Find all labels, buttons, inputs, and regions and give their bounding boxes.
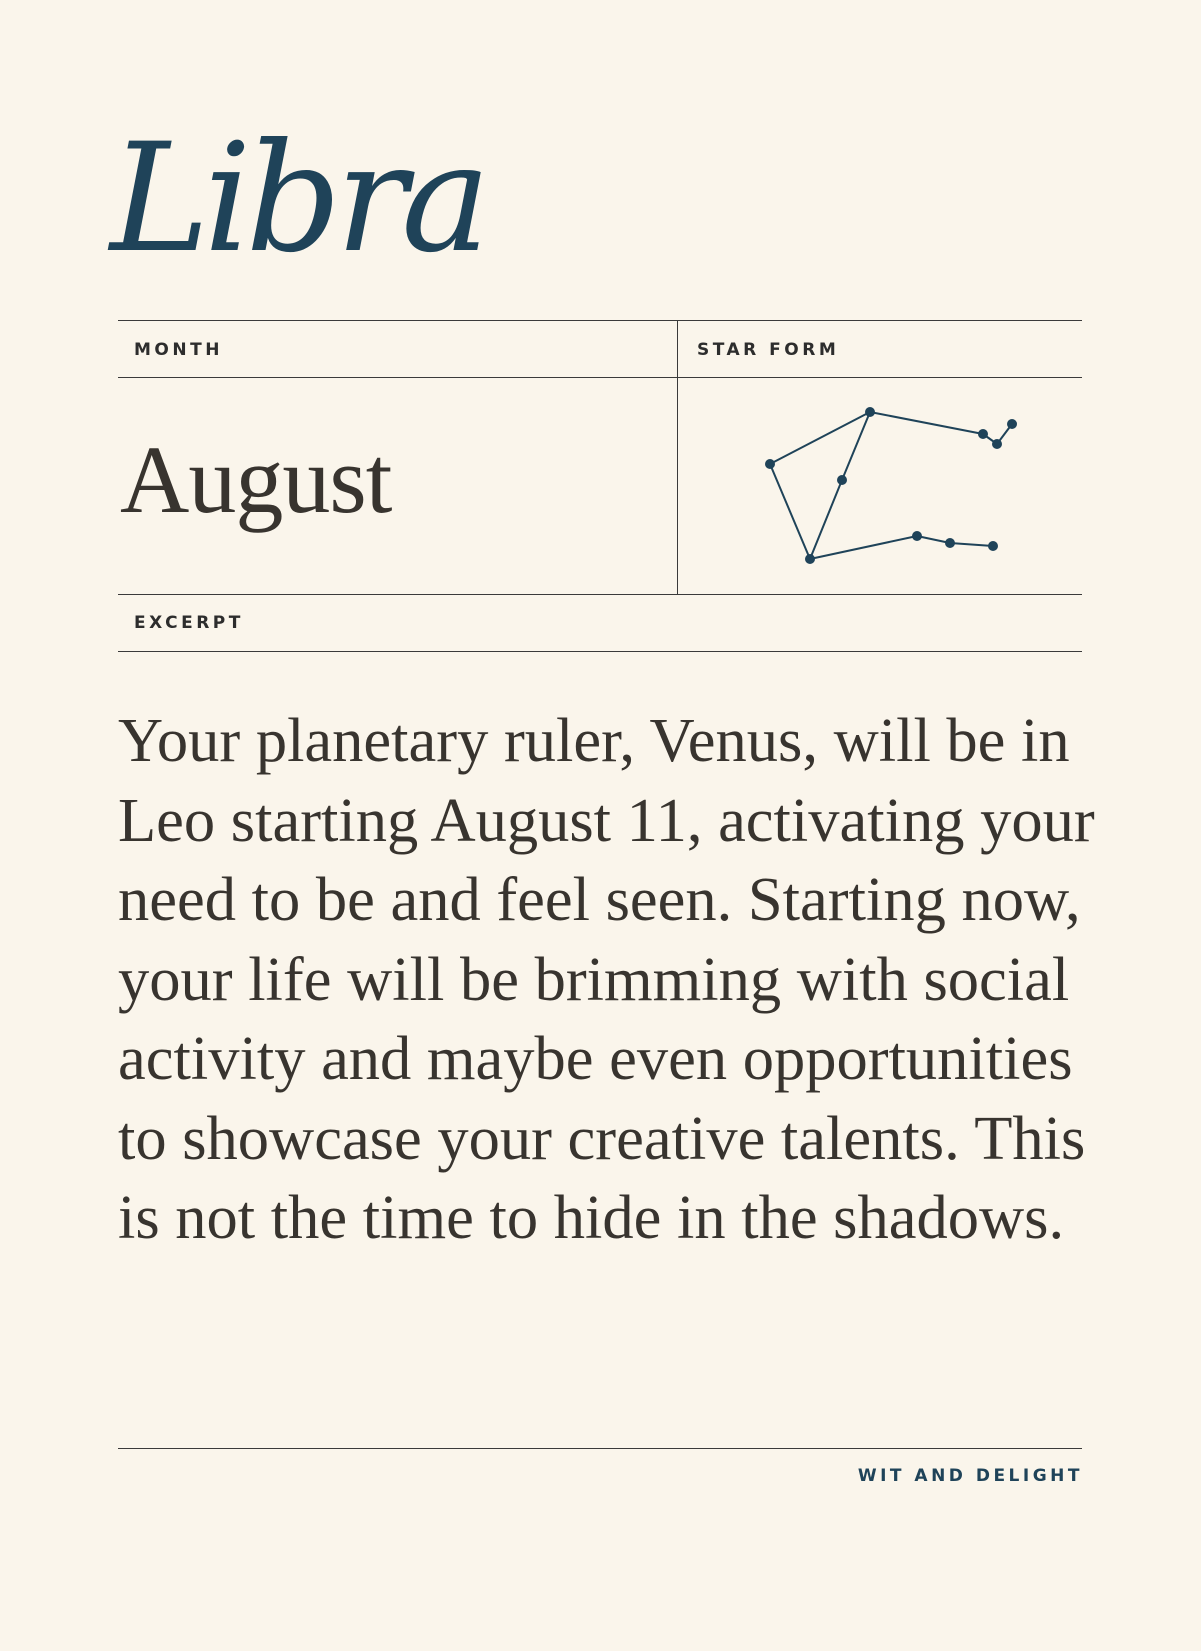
constellation-lower-line: [810, 412, 993, 559]
star-dot: [912, 531, 922, 541]
star-dot: [978, 429, 988, 439]
table-top-divider: [118, 320, 1082, 321]
brand-name: WIT AND DELIGHT: [857, 1466, 1083, 1486]
excerpt-label: EXCERPT: [134, 613, 244, 633]
constellation-upper-line: [770, 412, 1012, 464]
footer-divider: [118, 1448, 1082, 1449]
excerpt-text: Your planetary ruler, Venus, will be in Leo starting August 11, activating your need to be and feel seen. Starting now, your life will be brimming with social activity and maybe even opportunities to showcase your creative talents. This is not the time to hide in the shadows.: [118, 705, 1095, 1252]
page-title: Libra: [110, 112, 485, 286]
constellation-left-line: [770, 464, 810, 559]
star-dot: [865, 407, 875, 417]
month-label: MONTH: [134, 340, 223, 360]
excerpt-header-divider: [118, 651, 1082, 652]
header-row-divider: [118, 377, 1082, 378]
star-dot: [765, 459, 775, 469]
star-dot: [837, 475, 847, 485]
star-dot: [988, 541, 998, 551]
star-dot: [945, 538, 955, 548]
month-value: August: [120, 426, 392, 533]
star-form-label: STAR FORM: [697, 340, 840, 360]
star-dot: [805, 554, 815, 564]
star-dot: [992, 439, 1002, 449]
libra-constellation-icon: [740, 395, 1030, 575]
body-row-divider: [118, 594, 1082, 595]
star-dot: [1007, 419, 1017, 429]
column-divider: [677, 320, 678, 594]
